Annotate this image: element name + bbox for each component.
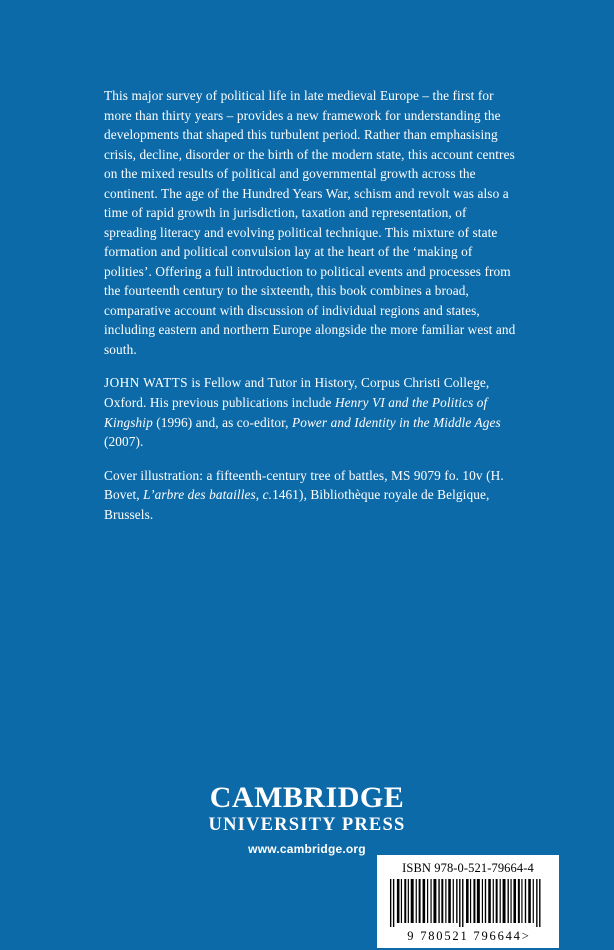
barcode-arrow: > (521, 929, 529, 943)
author-bio-part-3: (2007). (104, 434, 144, 450)
isbn-barcode-panel (377, 855, 559, 948)
author-name: JOHN WATTS (104, 375, 188, 391)
barcode-container (378, 879, 558, 929)
author-bio-part-2: (1996) and, as co-editor, (152, 414, 292, 430)
barcode-digits (378, 929, 558, 947)
publisher-website-url: www.cambridge.org (248, 841, 366, 856)
blurb-paragraph-description: This major survey of political life in late medieval Europe – the first for more than thirty years – provides a new framework for understanding the developments that shaped this turbulent period. Rather than emphasising crisis, decline, disorder or the birth of the modern state, this account centres on the mixed results of political and governmental growth across the continent. The age of the Hundred Years War, schism and revolt was also a time of rapid growth in jurisdiction, taxation and representation, of spreading literacy and evolving political technique. This mixture of state formation and political convulsion lay at the heart of the ‘making of polities’. Offering a full introduction to political events and processes from the fourteenth century to the sixteenth, this book combines a broad, comparative account with discussion of individual regions and states, including eastern and northern Europe alongside the more familiar west and south. (104, 88, 516, 357)
author-work-2: Power and Identity in the Middle Ages (291, 414, 501, 430)
barcode-number: 9 780521 796644 (407, 929, 522, 943)
cover-illustration-title: L’arbre des batailles, c. (143, 487, 273, 503)
publisher-logo (0, 782, 614, 856)
publisher-name-line-2: UNIVERSITY PRESS (208, 814, 406, 835)
blurb-section (104, 86, 516, 538)
blurb-paragraph-cover-illustration (104, 466, 516, 525)
isbn-label: ISBN 978-0-521-79664-4 (402, 861, 534, 875)
publisher-name-line-1: CAMBRIDGE (209, 781, 405, 814)
barcode-image (388, 879, 548, 927)
cover-illustration-part-2: 1461), Bibliothèque royale de Belgique, Brussels. (104, 487, 490, 522)
blurb-paragraph-author (104, 373, 516, 451)
author-bio-part-1: is Fellow and Tutor in History, Corpus Christi College, Oxford. His previous publications include (104, 375, 490, 410)
author-work-1: Henry VI and the Politics of Kingship (104, 394, 488, 430)
cover-illustration-part-1: Cover illustration: a fifteenth-century tree of battles, MS 9079 fo. 10v (H. Bovet, (104, 467, 504, 503)
